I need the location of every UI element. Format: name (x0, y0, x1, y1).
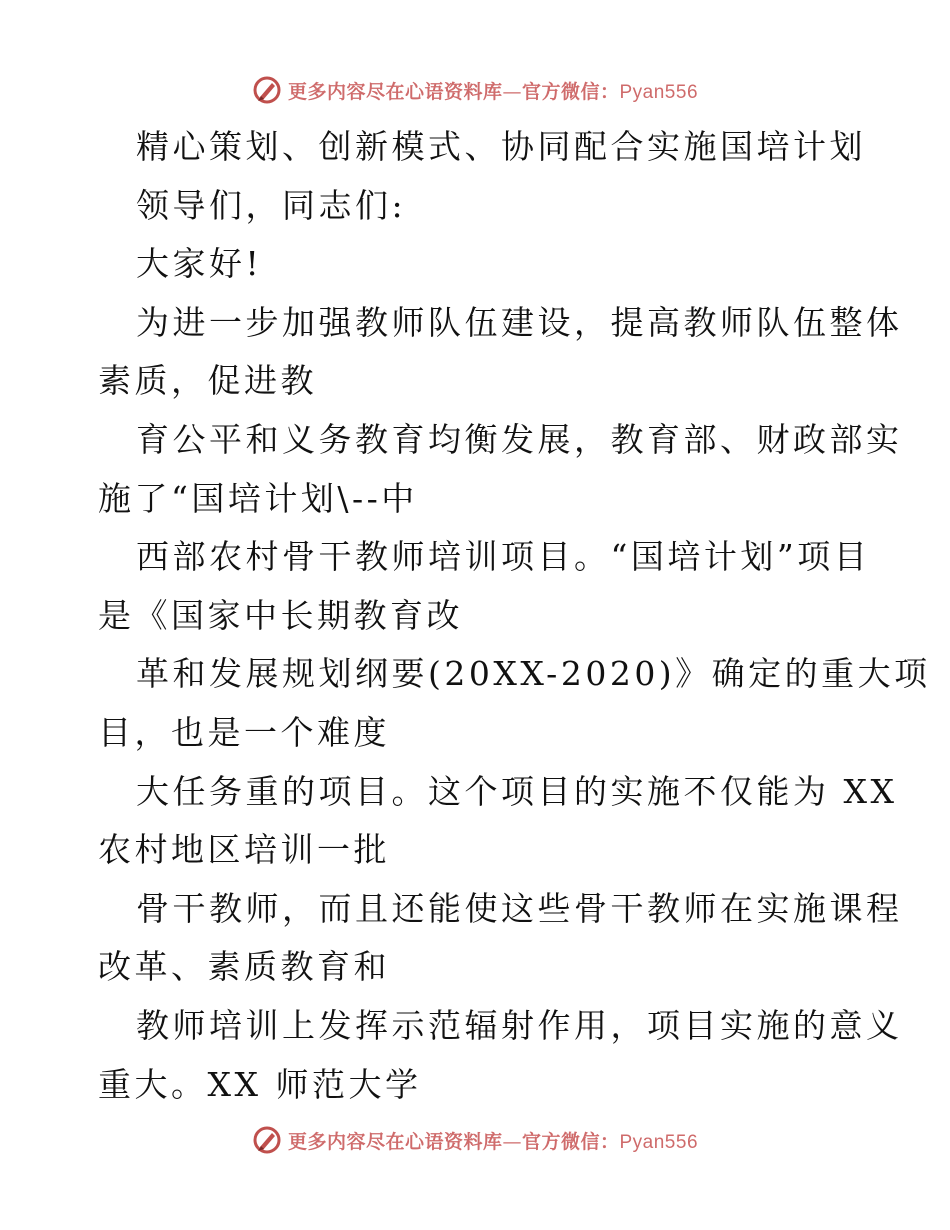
paragraph-line: 大任务重的项目。这个项目的实施不仅能为 XX (136, 771, 898, 811)
pen-logo-icon (252, 1125, 282, 1155)
paragraph-line: 为进一步加强教师队伍建设，提高教师队伍整体 (136, 302, 903, 342)
header-watermark (0, 70, 950, 110)
paragraph-line: 是《国家中长期教育改 (98, 595, 463, 635)
document-body (98, 118, 931, 1114)
paragraph-line: 改革、素质教育和 (98, 947, 390, 987)
paragraph-line: 教师培训上发挥示范辐射作用，项目实施的意义 (136, 1005, 903, 1045)
paragraph-line: 重大。XX 师范大学 (98, 1064, 422, 1104)
pen-logo-icon (252, 75, 282, 105)
paragraph-line: 素质，促进教 (98, 361, 317, 401)
watermark-text: 更多内容尽在心语资料库—官方微信：Pyan556 (287, 1130, 699, 1153)
watermark-text: 更多内容尽在心语资料库—官方微信：Pyan556 (287, 80, 699, 103)
paragraph-line: 育公平和义务教育均衡发展，教育部、财政部实 (136, 419, 903, 459)
greeting: 大家好! (136, 244, 263, 284)
paragraph-line: 目，也是一个难度 (98, 712, 390, 752)
salutation: 领导们，同志们: (136, 185, 407, 225)
paragraph-line: 革和发展规划纲要(20XX-2020)》确定的重大项 (136, 654, 931, 694)
document-title: 精心策划、创新模式、协同配合实施国培计划 (136, 127, 866, 166)
paragraph-line: 施了“国培计划\--中 (98, 478, 418, 518)
paragraph-line: 西部农村骨干教师培训项目。“国培计划”项目 (136, 537, 871, 577)
footer-watermark (0, 1120, 950, 1160)
paragraph-line: 骨干教师，而且还能使这些骨干教师在实施课程 (136, 888, 903, 928)
paragraph-line: 农村地区培训一批 (98, 830, 390, 870)
